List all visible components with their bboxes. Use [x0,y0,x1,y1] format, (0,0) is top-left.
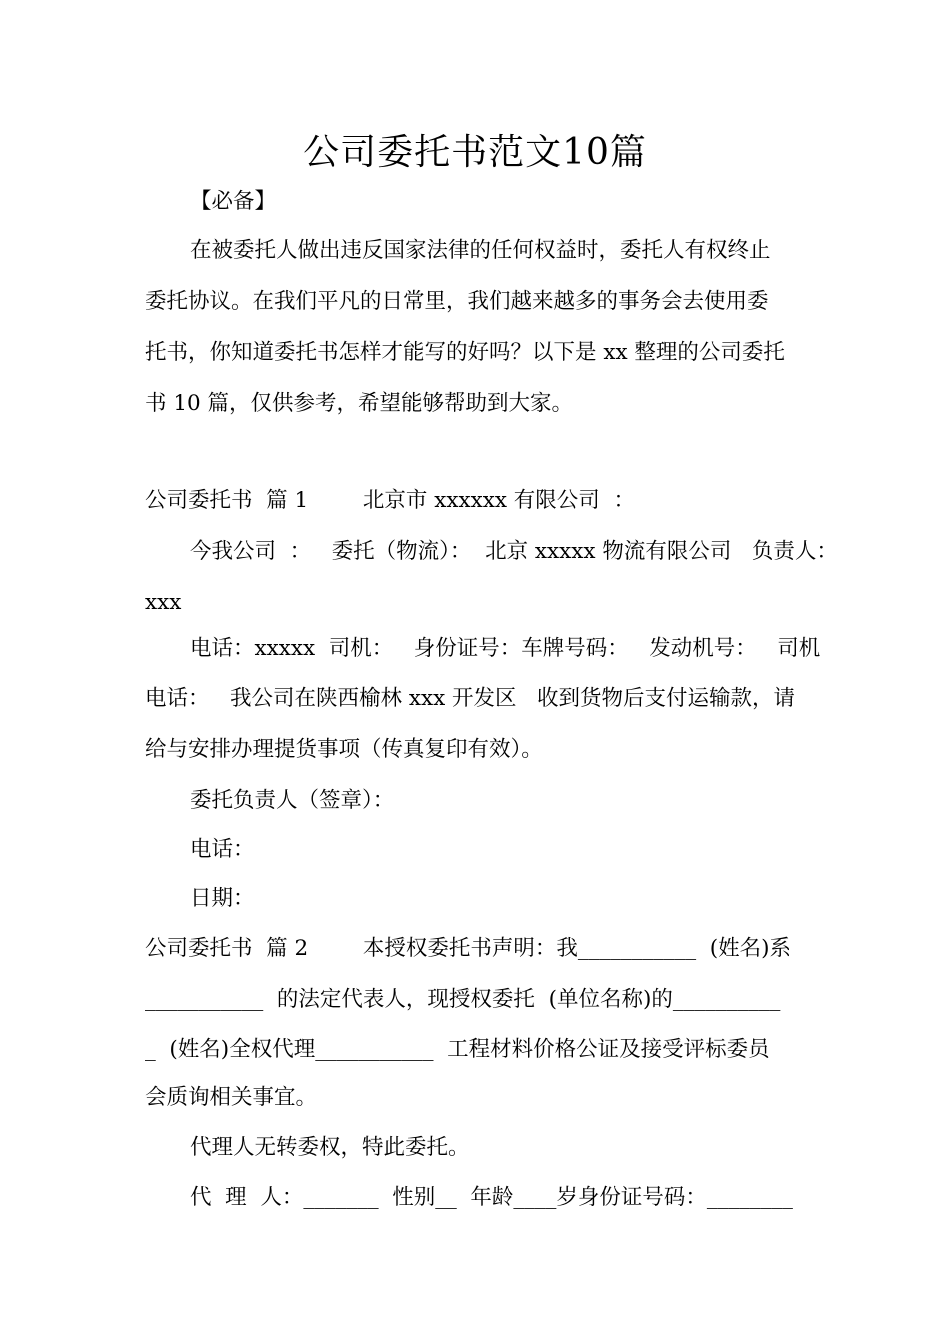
section-1-line: 今我公司 ： 委托（物流）： 北京 xxxxx 物流有限公司 负责人： [190,539,838,564]
section-2-line: 代理人无转委权，特此委托。 [190,1135,470,1160]
section-2-line: ___________ 的法定代表人，现授权委托 (单位名称)的__________ [145,987,781,1012]
section-1-line: 电话： 我公司在陕西榆林 xxx 开发区 收到货物后支付运输款，请 [145,686,796,711]
section-1-heading: 公司委托书 篇 1 北京市 xxxxxx 有限公司 ： [145,488,635,513]
tag-label: 【必备】 [190,189,277,214]
intro-line: 书 10 篇，仅供参考，希望能够帮助到大家。 [145,391,574,416]
section-2-heading: 公司委托书 篇 2 本授权委托书声明：我___________ (姓名)系 [145,936,792,961]
section-1-line: xxx [145,590,182,615]
signature-label: 委托负责人（签章）： [190,788,395,813]
date-label: 日期： [190,886,255,911]
intro-line: 托书，你知道委托书怎样才能写的好吗？以下是 xx 整理的公司委托 [145,340,785,365]
section-1-line: 给与安排办理提货事项（传真复印有效）。 [145,737,543,762]
section-1-line: 电话：xxxxx 司机： 身份证号：车牌号码： 发动机号： 司机 [190,636,821,661]
agent-info-line: 代 理 人：_______ 性别__ 年龄____岁身份证号码：________ [190,1185,793,1210]
phone-label: 电话： [190,837,255,862]
section-2-line: _ (姓名)全权代理___________ 工程材料价格公证及接受评标委员 [145,1037,770,1062]
intro-line: 委托协议。在我们平凡的日常里，我们越来越多的事务会去使用委 [145,289,769,314]
intro-line: 在被委托人做出违反国家法律的任何权益时，委托人有权终止 [190,238,771,263]
section-2-line: 会质询相关事宜。 [145,1085,318,1110]
document-title: 公司委托书范文10篇 [303,132,647,173]
